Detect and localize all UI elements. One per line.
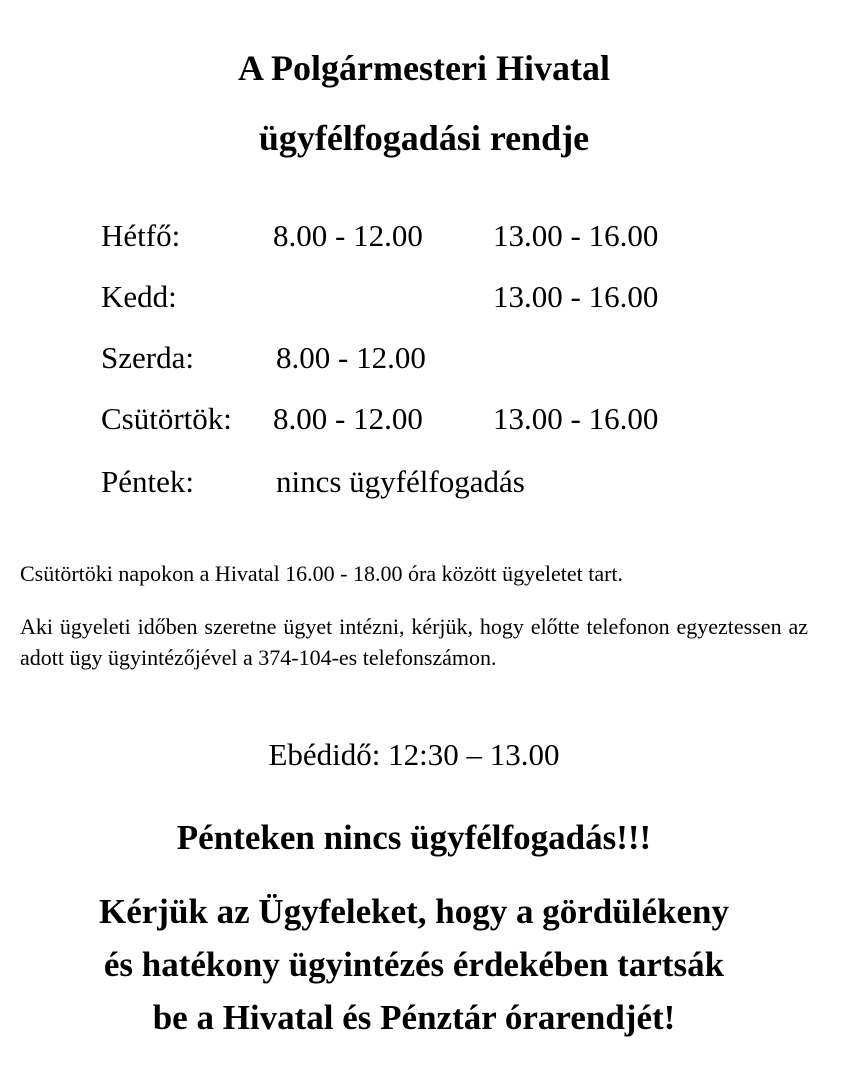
appeal-line: be a Hivatal és Pénztár órarendjét! <box>152 998 676 1037</box>
day-label: Kedd: <box>101 279 177 314</box>
page-title: A Polgármesteri Hivatal <box>238 48 610 88</box>
schedule-row-thursday <box>0 399 848 439</box>
appointment-note: Aki ügyeleti időben szeretne ügyet intézni, kérjük, hogy előtte telefonon egyeztessen az adott ügy ügyintézőjével a 374-104-es telefonszámon. <box>20 614 808 670</box>
lunch-break: Ebédidő: 12:30 – 13.00 <box>268 737 560 772</box>
day-label: Szerda: <box>101 340 194 375</box>
schedule-row-monday <box>0 216 848 256</box>
appeal-line: és hatékony ügyintézés érdekében tartsák <box>103 945 725 984</box>
schedule-row-friday <box>0 462 848 502</box>
friday-closed-notice: Pénteken nincs ügyfélfogadás!!! <box>176 818 652 857</box>
page-subtitle: ügyfélfogadási rendje <box>258 118 590 158</box>
appeal-line: Kérjük az Ügyfeleket, hogy a gördülékeny <box>99 892 729 931</box>
appeal-notice <box>0 885 828 1044</box>
thursday-duty-note: Csütörtöki napokon a Hivatal 16.00 - 18.00 óra között ügyeletet tart. <box>20 561 624 586</box>
afternoon-hours: 13.00 - 16.00 <box>493 279 659 314</box>
morning-hours: 8.00 - 12.00 <box>273 218 423 253</box>
day-label: Péntek: <box>101 464 194 499</box>
schedule-row-tuesday <box>0 277 848 317</box>
afternoon-hours: 13.00 - 16.00 <box>493 401 659 436</box>
day-label: Csütörtök: <box>101 401 232 436</box>
friday-note: nincs ügyfélfogadás <box>276 464 525 499</box>
morning-hours: 8.00 - 12.00 <box>276 340 426 375</box>
morning-hours: 8.00 - 12.00 <box>273 401 423 436</box>
day-label: Hétfő: <box>101 218 181 253</box>
schedule-row-wednesday <box>0 338 848 378</box>
afternoon-hours: 13.00 - 16.00 <box>493 218 659 253</box>
